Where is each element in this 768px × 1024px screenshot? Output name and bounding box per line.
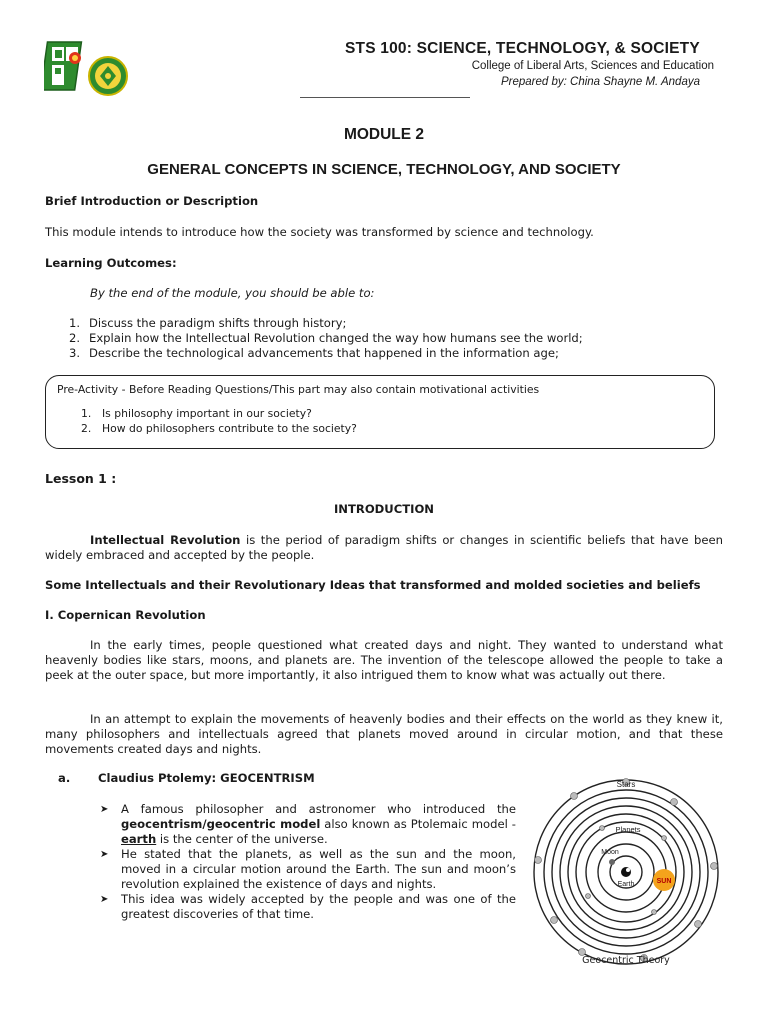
star-icon bbox=[571, 793, 578, 800]
list-item: 2. How do philosophers contribute to the society? bbox=[81, 422, 357, 435]
star-icon bbox=[535, 857, 542, 864]
planet-icon bbox=[662, 836, 667, 841]
earth-label: Earth bbox=[617, 881, 635, 888]
header-divider bbox=[300, 97, 470, 98]
list-item: ➤ A famous philosopher and astronomer who introduced the geocentrism/geocentric model also known as Ptolemaic model - earth is the center of the universe. bbox=[100, 802, 516, 846]
planet-icon bbox=[586, 894, 591, 899]
planet-icon bbox=[600, 826, 605, 831]
star-icon bbox=[711, 863, 718, 870]
stars-label: Stars bbox=[616, 780, 636, 789]
section-heading: INTRODUCTION bbox=[333, 502, 435, 516]
intro-heading: Brief Introduction or Description bbox=[45, 194, 259, 208]
moon-label: Moon bbox=[601, 849, 619, 856]
planets-label: Planets bbox=[615, 825, 641, 834]
ptolemy-bullets bbox=[98, 802, 516, 922]
star-icon bbox=[695, 921, 702, 928]
ptolemy-marker: a. bbox=[58, 771, 71, 785]
geocentric-diagram bbox=[526, 774, 726, 974]
arrow-bullet-icon: ➤ bbox=[100, 849, 109, 860]
lesson-title: Lesson 1 : bbox=[45, 471, 117, 486]
list-item: 3. Describe the technological advancements that happened in the information age; bbox=[69, 346, 559, 360]
paragraph-2: In an attempt to explain the movements of heavenly bodies and their effects on the world as they knew it, many philosophers and intellectuals agreed that planets moved around in circular motion, and that these movements created days and nights. bbox=[45, 712, 723, 756]
list-item: 1. Is philosophy important in our society? bbox=[81, 407, 312, 420]
course-title: STS 100: SCIENCE, TECHNOLOGY, & SOCIETY bbox=[345, 40, 700, 57]
earth-icon bbox=[621, 867, 631, 877]
outcomes-lead: By the end of the module, you should be able to: bbox=[90, 286, 375, 300]
college-name: College of Liberal Arts, Sciences and Education bbox=[471, 60, 714, 72]
module-title: GENERAL CONCEPTS IN SCIENCE, TECHNOLOGY, AND SOCIETY bbox=[147, 161, 621, 178]
star-icon bbox=[551, 917, 558, 924]
list-item: 1. Discuss the paradigm shifts through history; bbox=[69, 316, 347, 330]
paragraph-1: In the early times, people questioned what created days and night. They wanted to understand what heavenly bodies like stars, moons, and planets are. The invention of the telescope allowed the people to take a peek at the outer space, but more importantly, it also intrigued them to know what was actually out there. bbox=[45, 638, 723, 682]
moon-icon bbox=[609, 859, 615, 865]
figure-caption: Geocentric Theory bbox=[582, 955, 670, 966]
list-item: 2. Explain how the Intellectual Revolution changed the way how humans see the world; bbox=[69, 331, 583, 345]
planet-icon bbox=[652, 910, 657, 915]
logo-mark bbox=[44, 42, 127, 95]
outcomes-heading: Learning Outcomes: bbox=[45, 256, 177, 270]
arrow-bullet-icon: ➤ bbox=[100, 894, 109, 905]
intellectuals-heading: Some Intellectuals and their Revolutionary Ideas that transformed and molded societies and beliefs bbox=[45, 578, 701, 592]
pre-activity-list bbox=[78, 406, 678, 436]
definition-term: Intellectual Revolution bbox=[90, 533, 241, 547]
prepared-by: Prepared by: China Shayne M. Andaya bbox=[500, 76, 700, 88]
intro-text: This module intends to introduce how the society was transformed by science and technology. bbox=[45, 225, 594, 239]
module-label: MODULE 2 bbox=[343, 126, 425, 143]
outcomes-list bbox=[45, 316, 723, 361]
arrow-bullet-icon: ➤ bbox=[100, 804, 109, 815]
list-item: ➤ He stated that the planets, as well as the sun and the moon, moved in a circular motion around the Earth. The sun and moon’s revolution explained the existence of days and nights. bbox=[100, 847, 516, 891]
ptolemy-heading: Claudius Ptolemy: GEOCENTRISM bbox=[98, 771, 315, 785]
copernican-heading: I. Copernican Revolution bbox=[45, 608, 206, 622]
sun-label: SUN bbox=[656, 878, 672, 885]
definition-paragraph bbox=[45, 533, 723, 563]
star-icon bbox=[671, 799, 678, 806]
definition-text: is the period of paradigm shifts or changes in scientific beliefs that have been widely embraced and accepted by the people. bbox=[45, 533, 724, 562]
list-item: ➤ This idea was widely accepted by the people and was one of the greatest discoveries of that time. bbox=[100, 892, 516, 921]
pre-activity-title: Pre-Activity - Before Reading Questions/This part may also contain motivational activities bbox=[57, 383, 540, 396]
college-logo bbox=[44, 38, 136, 96]
